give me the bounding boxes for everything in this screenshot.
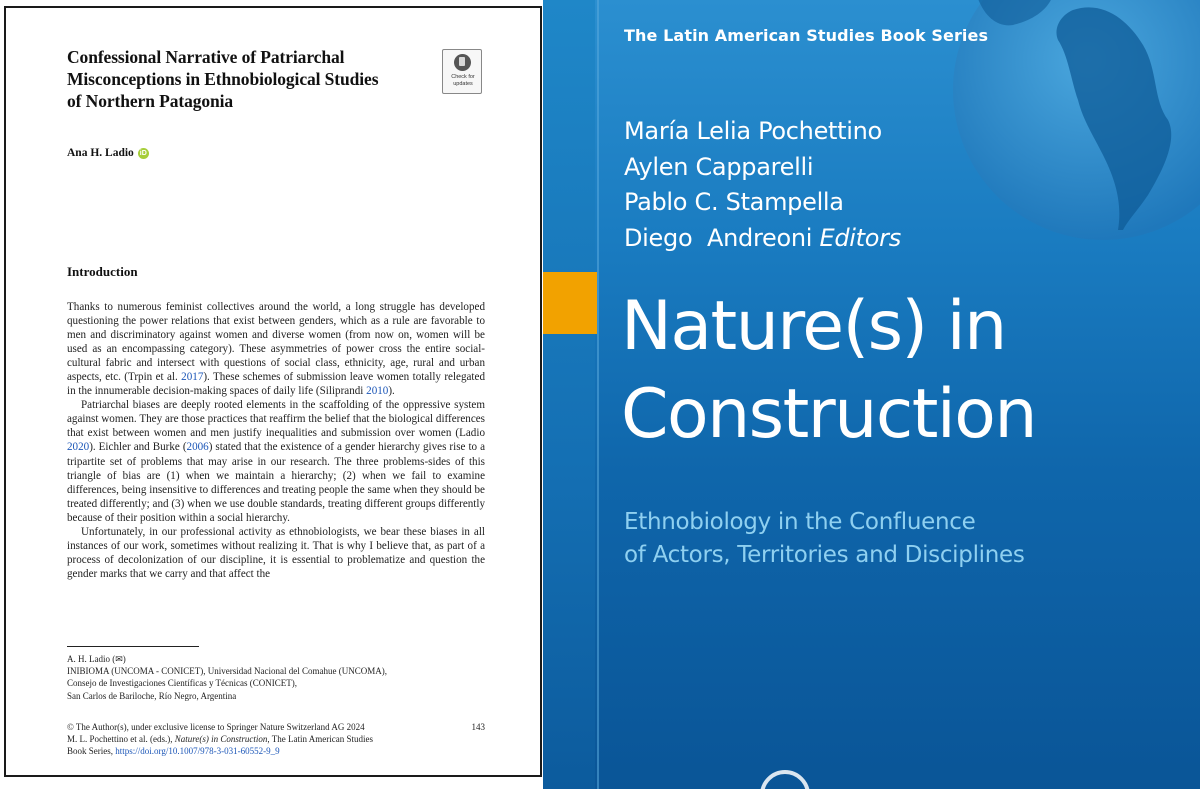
article-title-line: Misconceptions in Ethnobiological Studies: [67, 69, 379, 89]
book-title-line: Construction: [621, 375, 1036, 454]
article-page: [4, 6, 542, 777]
citation-link[interactable]: 2006: [186, 441, 209, 454]
body-paragraph: Thanks to numerous feminist collectives around the world, a long struggle has developed questioning the power relations that exist between genders, which as a rule are favorable to men and discriminatory against women and diverse women (from now on, women will be used as an encompassing category). These asymmetries of power cross the entire social-cultural fabric and intersect with questions of social class, ethnicity, age, rural and urban aspects, etc. (Trpin et al. 2017). These schemes of submission leave women totally relegated in the innumerable decision-making spaces of daily life (Siliprandi 2010).: [67, 301, 485, 398]
book-subtitle-line: Ethnobiology in the Confluence: [624, 509, 976, 535]
doi-link[interactable]: https://doi.org/10.1007/978-3-031-60552-9_9: [115, 746, 280, 757]
cover-divider: [597, 0, 599, 789]
footnote-divider: [67, 646, 199, 647]
author-affiliation: A. H. Ladio (✉) INIBIOMA (UNCOMA - CONICET), Universidad Nacional del Comahue (UNCOMA), Consejo de Investigaciones Científicas y Técnicas (CONICET), San Carlos de Bariloche, Río Negro, Argentina: [67, 654, 387, 701]
copyright-line: © The Author(s), under exclusive license to Springer Nature Switzerland AG 2024: [67, 722, 365, 732]
cover-spine-strip: [543, 0, 595, 789]
book-subtitle-line: of Actors, Territories and Disciplines: [624, 542, 1025, 568]
editor-name: María Lelia Pochettino: [624, 117, 882, 145]
citation-line: Book Series, https://doi.org/10.1007/978-3-031-60552-9_9: [67, 746, 280, 757]
editors-list: [624, 114, 901, 256]
author-name: Ana H. Ladio: [67, 147, 134, 159]
book-title: [621, 283, 1036, 459]
citation-link[interactable]: 2010: [366, 385, 389, 398]
book-subtitle: [624, 506, 1025, 572]
orcid-icon[interactable]: iD: [139, 149, 147, 157]
publisher-logo-icon: [760, 770, 810, 789]
copyright-block: [67, 721, 485, 758]
book-title-line: Nature(s) in: [621, 287, 1006, 366]
body-paragraph: Unfortunately, in our professional activity as ethnobiologists, we bear these biases in all instances of our work, sometimes without realizing it. That is why I believe that, as part of a process of decolonization of our discipline, it is essential to problematize and question the gender marks that we carry and that affect the: [67, 525, 485, 580]
citation-link[interactable]: 2020: [67, 441, 90, 454]
cover-accent-bar: [543, 272, 597, 334]
page-number: 143: [471, 722, 485, 732]
section-heading: Introduction: [67, 264, 138, 279]
editors-role: Editors: [819, 223, 901, 252]
editor-name: Pablo C. Stampella: [624, 188, 844, 216]
body-paragraph: Patriarchal biases are deeply rooted elements in the scaffolding of the oppressive system against women. They are those practices that reaffirm the belief that the biological differences that exist between women and men justify inequalities and submission over women (Ladio 2020). Eichler and Burke (2006) stated that the existence of a gender hierarchy gives rise to a tripartite set of problems that may arise in our research. The three problems-sides of this triangle of bias are (1) when we maintain a hierarchy; (2) when we fail to examine differences, being insensitive to differences and treating people the same when they should be treated differently; and (3) when we use double standards, treating different groups differently because of their position within a social hierarchy.: [67, 399, 486, 524]
crossmark-icon: [454, 54, 471, 71]
article-title: [67, 46, 447, 112]
author-line: [67, 145, 149, 161]
book-cover: [543, 0, 1200, 789]
citation-line: M. L. Pochettino et al. (eds.), Nature(s) in Construction, The Latin American Studies: [67, 734, 373, 745]
crossmark-label: Check for updates: [451, 74, 475, 87]
globe-icon: [953, 0, 1200, 240]
series-title: The Latin American Studies Book Series: [624, 26, 989, 45]
check-for-updates-badge[interactable]: [442, 49, 482, 94]
citation-link[interactable]: 2017: [181, 371, 204, 384]
editor-name-with-role: Diego Andreoni Editors: [624, 223, 901, 252]
editor-name: Aylen Capparelli: [624, 152, 814, 181]
article-body: [67, 300, 485, 581]
article-title-line: of Northern Patagonia: [67, 91, 234, 111]
article-title-line: Confessional Narrative of Patriarchal: [67, 47, 345, 67]
